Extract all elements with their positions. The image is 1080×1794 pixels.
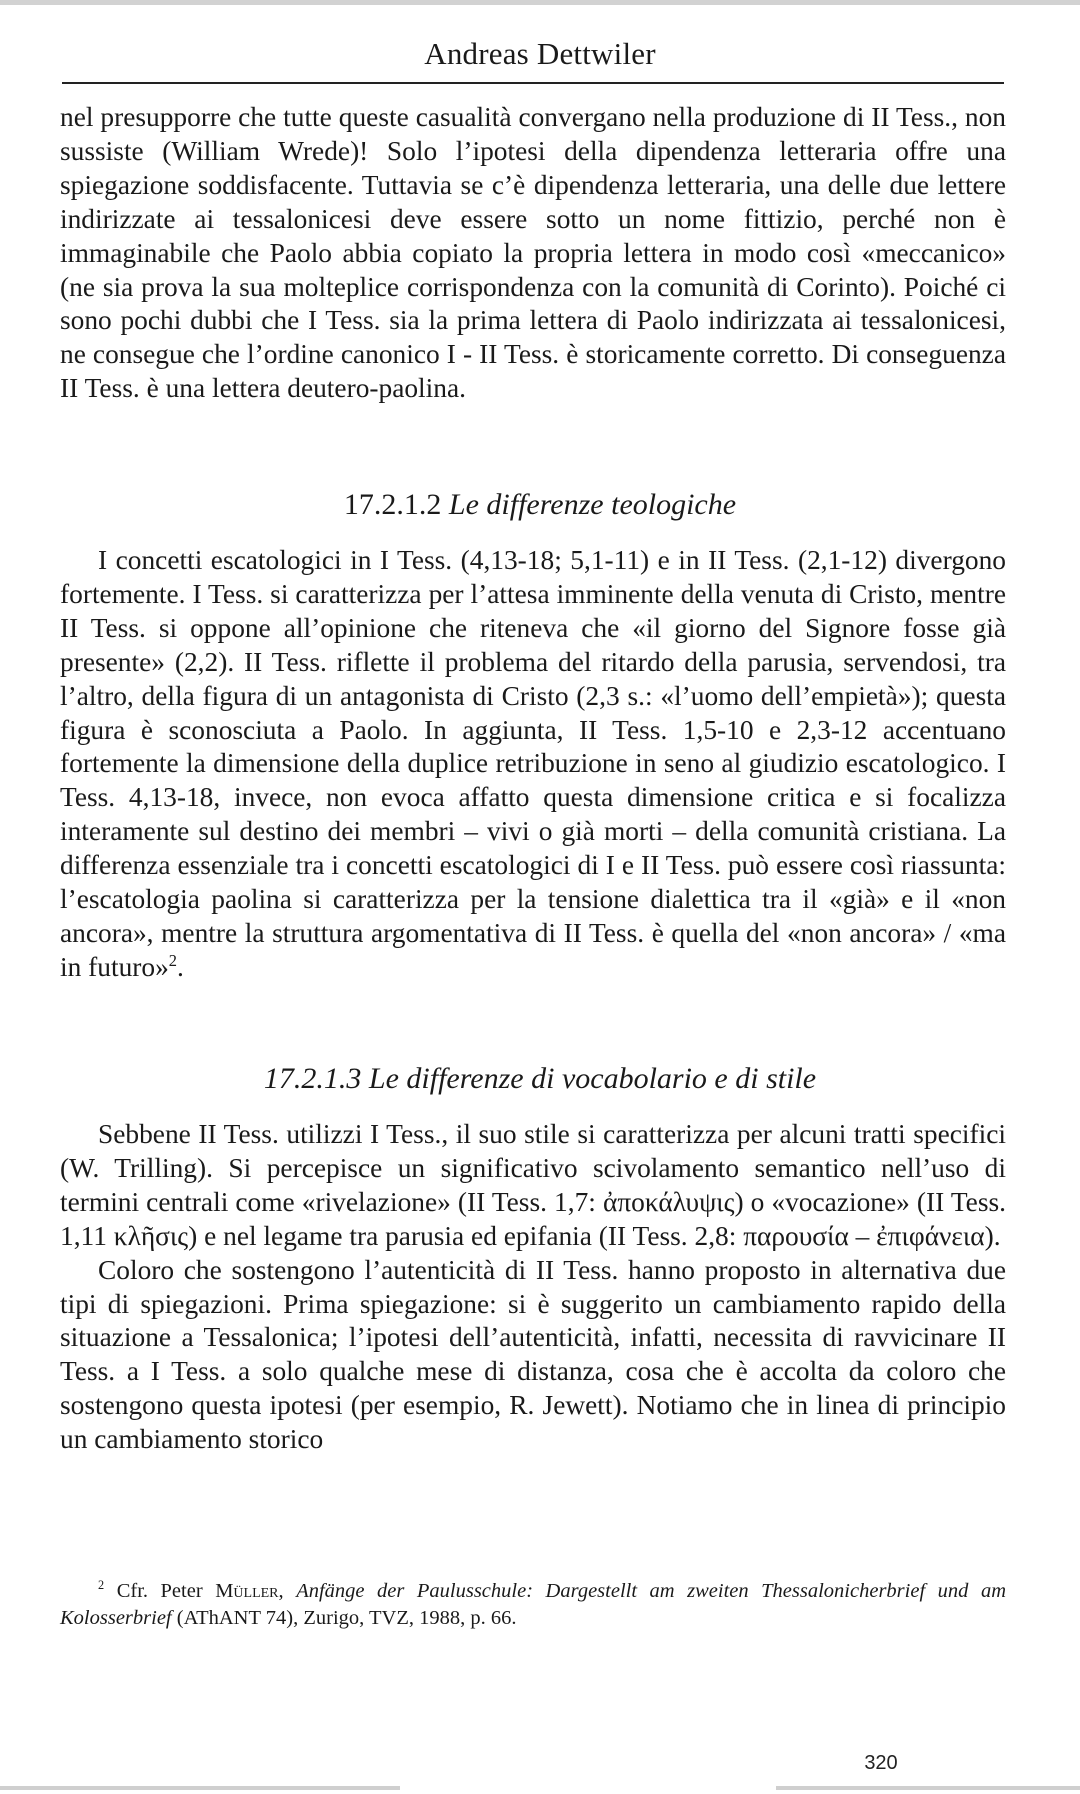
footnote-rest: (AThANT 74), Zurigo, TVZ, 1988, p. 66.: [171, 1607, 517, 1629]
paragraph-block-2: [60, 544, 1006, 985]
footnote-author: Müller: [215, 1580, 279, 1602]
paragraph: nel presupporre che tutte queste casualità convergano nella produzione di II Tess., non sussiste (William Wrede)! Solo l’ipotesi della dipendenza letteraria offre una spiegazione soddisfacente. Tuttavia se c’è dipendenza letteraria, una delle due lettere indirizzate ai tessalonicesi deve essere sotto un nome fittizio, perché non è immaginabile che Paolo abbia copiato la propria lettera in modo così «meccanico» (ne sia prova la sua molteplice corrispondenza con la comunità di Corinto). Poiché ci sono pochi dubbi che I Tess. sia la prima lettera di Paolo indirizzata ai tessalonicesi, ne consegue che l’ordine canonico I - II Tess. è storicamente corretto. Di conseguenza II Tess. è una lettera deutero-paolina.: [60, 102, 1006, 404]
paragraph-text: I concetti escatologici in I Tess. (4,13-18; 5,1-11) e in II Tess. (2,1-12) divergono fortemente. I Tess. si caratterizza per l’attesa imminente della venuta di Cristo, mentre II Tess. si oppone all’opinione che riteneva che «il giorno del Signore fosse già presente» (2,2). II Tess. riflette il problema del ritardo della parusia, servendosi, tra l’altro, della figura di un antagonista di Cristo (2,3 s.: «l’uomo dell’empietà»); questa figura è sconosciuta a Paolo. In aggiunta, II Tess. 1,5-10 e 2,3-12 accentuano fortemente la dimensione della duplice retribuzione in seno al giudizio escatologico. I Tess. 4,13-18, invece, non evoca affatto questa dimensione critica e si focalizza interamente sul destino dei membri – vivi o già morti – della comunità cristiana. La differenza essenziale tra i concetti escatologici di I e II Tess. può essere così riassunta: l’escatologia paolina si caratterizza per la tensione dialettica tra il «già» e il «non ancora», mentre la struttura argomentativa di II Tess. è quella del «non ancora» / «ma in futuro»: [60, 545, 1006, 982]
footnote-title: Anfänge der Paulusschule: Dargestellt am zweiten Thessalonicherbrief und am Kolosserbrief: [60, 1580, 1007, 1629]
paragraph-end: .: [177, 951, 184, 982]
paragraph-block-1: [60, 101, 1006, 406]
section-number: 17.2.1.2: [343, 488, 442, 521]
page-number: 320: [864, 1752, 898, 1774]
footnote-pre: Cfr. Peter: [116, 1580, 216, 1602]
section-heading: [0, 1062, 1080, 1096]
paragraph-block-3: [60, 1118, 1006, 1457]
bottom-edge-bar-right: [776, 1786, 1080, 1790]
footnote-marker: 2: [98, 1578, 105, 1593]
paragraph: [60, 544, 1006, 985]
running-header: Andreas Dettwiler: [424, 36, 656, 71]
section-title: Le differenze di vocabolario e di stile: [368, 1062, 817, 1095]
section-number: 17.2.1.3: [263, 1062, 362, 1095]
paragraph: Sebbene II Tess. utilizzi I Tess., il suo stile si caratterizza per alcuni tratti specifici (W. Trilling). Si percepisce un significativo scivolamento semantico nell’uso di termini centrali come «rivelazione» (II Tess. 1,7: ἀποκάλυψις) o «vocazione» (II Tess. 1,11 κλῆσις) e nel legame tra parusia ed epifania (II Tess. 2,8: παρουσία – ἐπιφάνεια).: [60, 1119, 1006, 1251]
bottom-edge-bar-left: [0, 1786, 400, 1790]
section-title: Le differenze teologiche: [448, 488, 737, 521]
header-rule: [62, 82, 1004, 84]
section-heading: [0, 488, 1080, 522]
footnote-reference: 2: [168, 950, 178, 970]
footnote: $^2$ Cfr. Peter Müller, Anfänge der Paulusschule: Dargestellt am zweiten Thessalonicherbrief und am Kolosserbrief (AThANT 74), Zurigo, TVZ, 1988, p. 66.: [60, 1578, 1007, 1629]
top-edge-bar: [0, 0, 1080, 5]
paragraph: Coloro che sostengono l’autenticità di II Tess. hanno proposto in alternativa due tipi di spiegazioni. Prima spiegazione: si è suggerito un cambiamento rapido della situazione a Tessalonica; l’ipotesi dell’autenticità, infatti, necessita di ravvicinare II Tess. a I Tess. a solo qualche mese di distanza, cosa che è accolta da coloro che sostengono questa ipotesi (per esempio, R. Jewett). Notiamo che in linea di principio un cambiamento storico: [60, 1254, 1006, 1455]
